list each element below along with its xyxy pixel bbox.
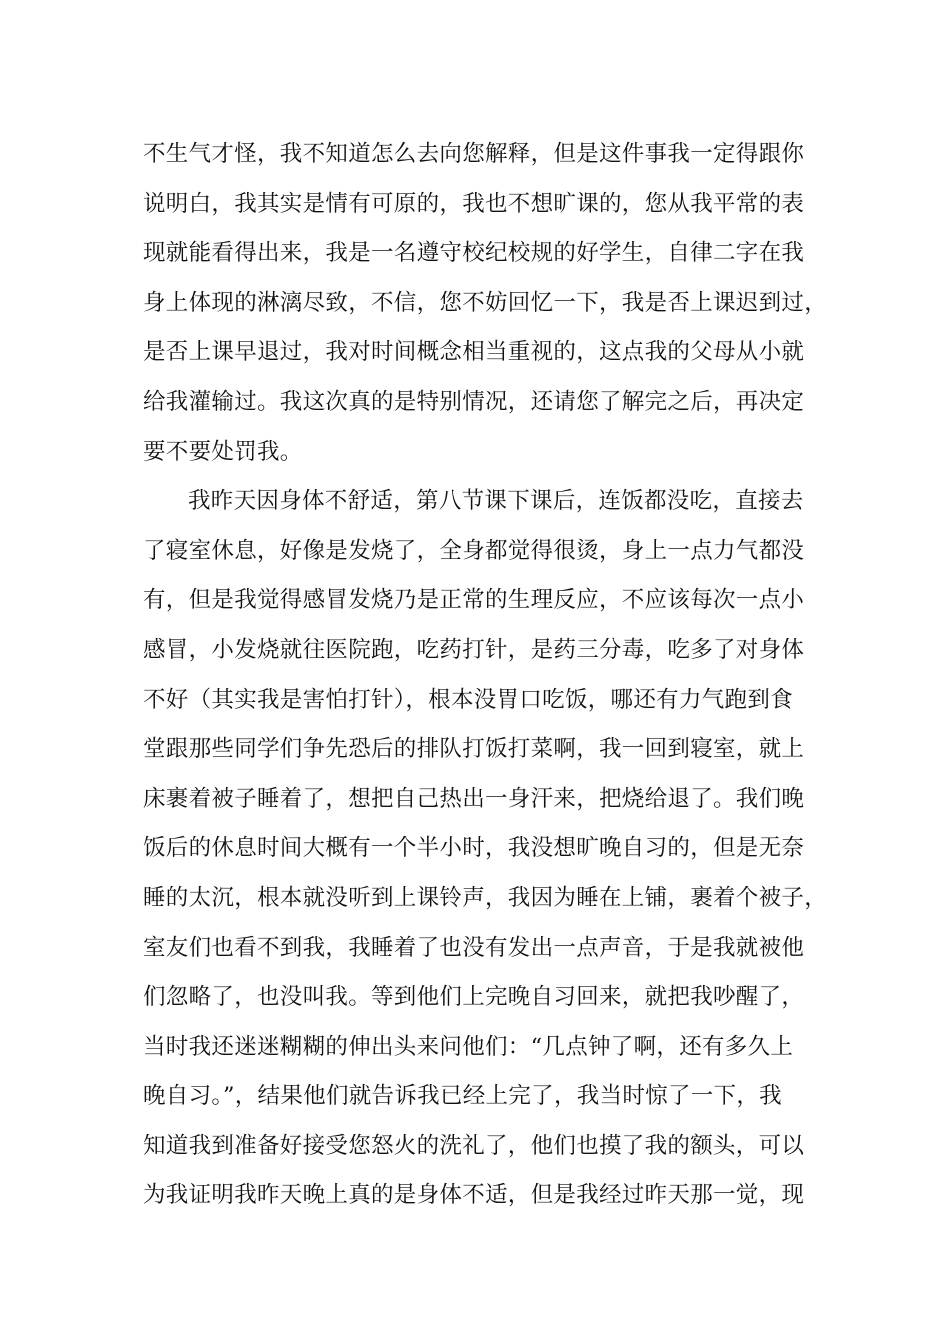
paragraph-1 bbox=[143, 130, 843, 477]
text-line: 晚自习。”，结果他们就告诉我已经上完了，我当时惊了一下，我 bbox=[143, 1083, 782, 1110]
text-line: 堂跟那些同学们争先恐后的排队打饭打菜啊，我一回到寝室，就上 bbox=[143, 736, 805, 763]
text-line: 要不要处罚我。 bbox=[143, 438, 303, 465]
text-line: 了寝室休息，好像是发烧了，全身都觉得很烫，身上一点力气都没 bbox=[143, 537, 805, 564]
text-line: 不好（其实我是害怕打针），根本没胃口吃饭，哪还有力气跑到食 bbox=[143, 686, 793, 713]
text-line: 身上体现的淋漓尽致，不信，您不妨回忆一下，我是否上课迟到过， bbox=[143, 289, 828, 316]
text-line: 知道我到准备好接受您怒火的洗礼了，他们也摸了我的额头，可以 bbox=[143, 1132, 805, 1159]
text-line: 现就能看得出来，我是一名遵守校纪校规的好学生，自律二字在我 bbox=[143, 240, 805, 267]
text-line: 当时我还迷迷糊糊的伸出头来问他们：“几点钟了啊，还有多久上 bbox=[143, 1033, 794, 1060]
text-line: 饭后的休息时间大概有一个半小时，我没想旷晚自习的，但是无奈 bbox=[143, 835, 805, 862]
text-line: 为我证明我昨天晚上真的是身体不适，但是我经过昨天那一觉，现 bbox=[143, 1182, 805, 1209]
text-line: 床裹着被子睡着了，想把自己热出一身汗来，把烧给退了。我们晚 bbox=[143, 785, 805, 812]
paragraph-2 bbox=[143, 477, 843, 1221]
text-line: 是否上课早退过，我对时间概念相当重视的，这点我的父母从小就 bbox=[143, 339, 805, 366]
text-line: 不生气才怪，我不知道怎么去向您解释，但是这件事我一定得跟你 bbox=[143, 141, 805, 167]
text-line: 给我灌输过。我这次真的是特别情况，还请您了解完之后，再决定 bbox=[143, 388, 805, 415]
text-line: 我昨天因身体不舒适，第八节课下课后，连饭都没吃，直接去 bbox=[188, 488, 804, 515]
text-line: 说明白，我其实是情有可原的，我也不想旷课的，您从我平常的表 bbox=[143, 190, 805, 217]
text-line: 室友们也看不到我，我睡着了也没有发出一点声音，于是我就被他 bbox=[143, 934, 805, 961]
body-text bbox=[143, 130, 843, 1221]
text-line: 睡的太沉，根本就没听到上课铃声，我因为睡在上铺，裹着个被子， bbox=[143, 884, 828, 911]
text-line: 感冒，小发烧就往医院跑，吃药打针，是药三分毒，吃多了对身体 bbox=[143, 636, 805, 663]
text-line: 有，但是我觉得感冒发烧乃是正常的生理反应，不应该每次一点小 bbox=[143, 587, 805, 614]
text-line: 们忽略了，也没叫我。等到他们上完晚自习回来，就把我吵醒了， bbox=[143, 984, 805, 1011]
